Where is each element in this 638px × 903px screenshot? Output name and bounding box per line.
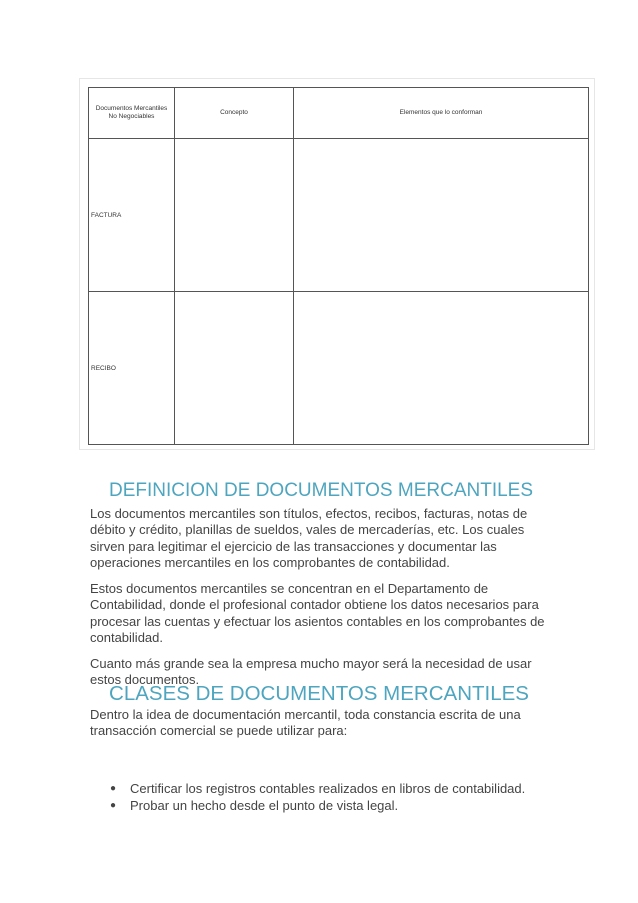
documents-table (88, 87, 589, 445)
list-item (90, 781, 570, 798)
bullet-icon: ● (110, 783, 117, 794)
bullet-text: Probar un hecho desde el punto de vista legal. (130, 797, 399, 813)
header-elementos: Elementos que lo conforman (294, 88, 589, 139)
bullet-list (90, 781, 570, 814)
row-label-recibo: RECIBO (89, 292, 175, 445)
paragraph-definicion-1: Los documentos mercantiles son títulos, efectos, recibos, facturas, notas de débito y crédito, planillas de sueldos, vales de mercaderías, etc. Los cuales sirven para legitimar el ejercicio de las transacciones y documentar las operaciones mercantiles en los comprobantes de contabilidad. (90, 506, 528, 570)
table-row (89, 292, 589, 445)
table-row (89, 139, 589, 292)
bullet-text: Certificar los registros contables realizados en libros de contabilidad. (130, 781, 526, 796)
list-item (90, 798, 570, 815)
row-label-factura: FACTURA (89, 139, 175, 292)
header-line-1: Documentos Mercantiles (95, 104, 168, 112)
cell-concepto-factura (175, 139, 294, 292)
bullet-icon: ● (110, 799, 117, 811)
cell-concepto-recibo (175, 292, 294, 445)
cell-elementos-recibo (294, 292, 589, 445)
section-title-clases: CLASES DE DOCUMENTOS MERCANTILES (109, 682, 529, 705)
paragraph-definicion-2: Estos documentos mercantiles se concentran en el Departamento de Contabilidad, donde el profesional contador obtiene los datos necesarios para procesar las cuentas y efectuar los asientos contables en los comprobantes de contabilidad. (90, 581, 545, 645)
cell-elementos-factura (294, 139, 589, 292)
header-line-2: No Negociables (108, 113, 155, 120)
header-documentos-no-negociables (89, 88, 175, 139)
paragraph-clases-intro: Dentro la idea de documentación mercantil, toda constancia escrita de una transacción comercial se puede utilizar para: (90, 707, 521, 739)
header-concepto: Concepto (175, 88, 294, 139)
table-header-row (89, 88, 589, 139)
section-title-definicion: DEFINICION DE DOCUMENTOS MERCANTILES (108, 480, 534, 501)
paragraph-definicion-3: Cuanto más grande sea la empresa mucho mayor será la necesidad de usar estos documentos. (90, 656, 532, 688)
